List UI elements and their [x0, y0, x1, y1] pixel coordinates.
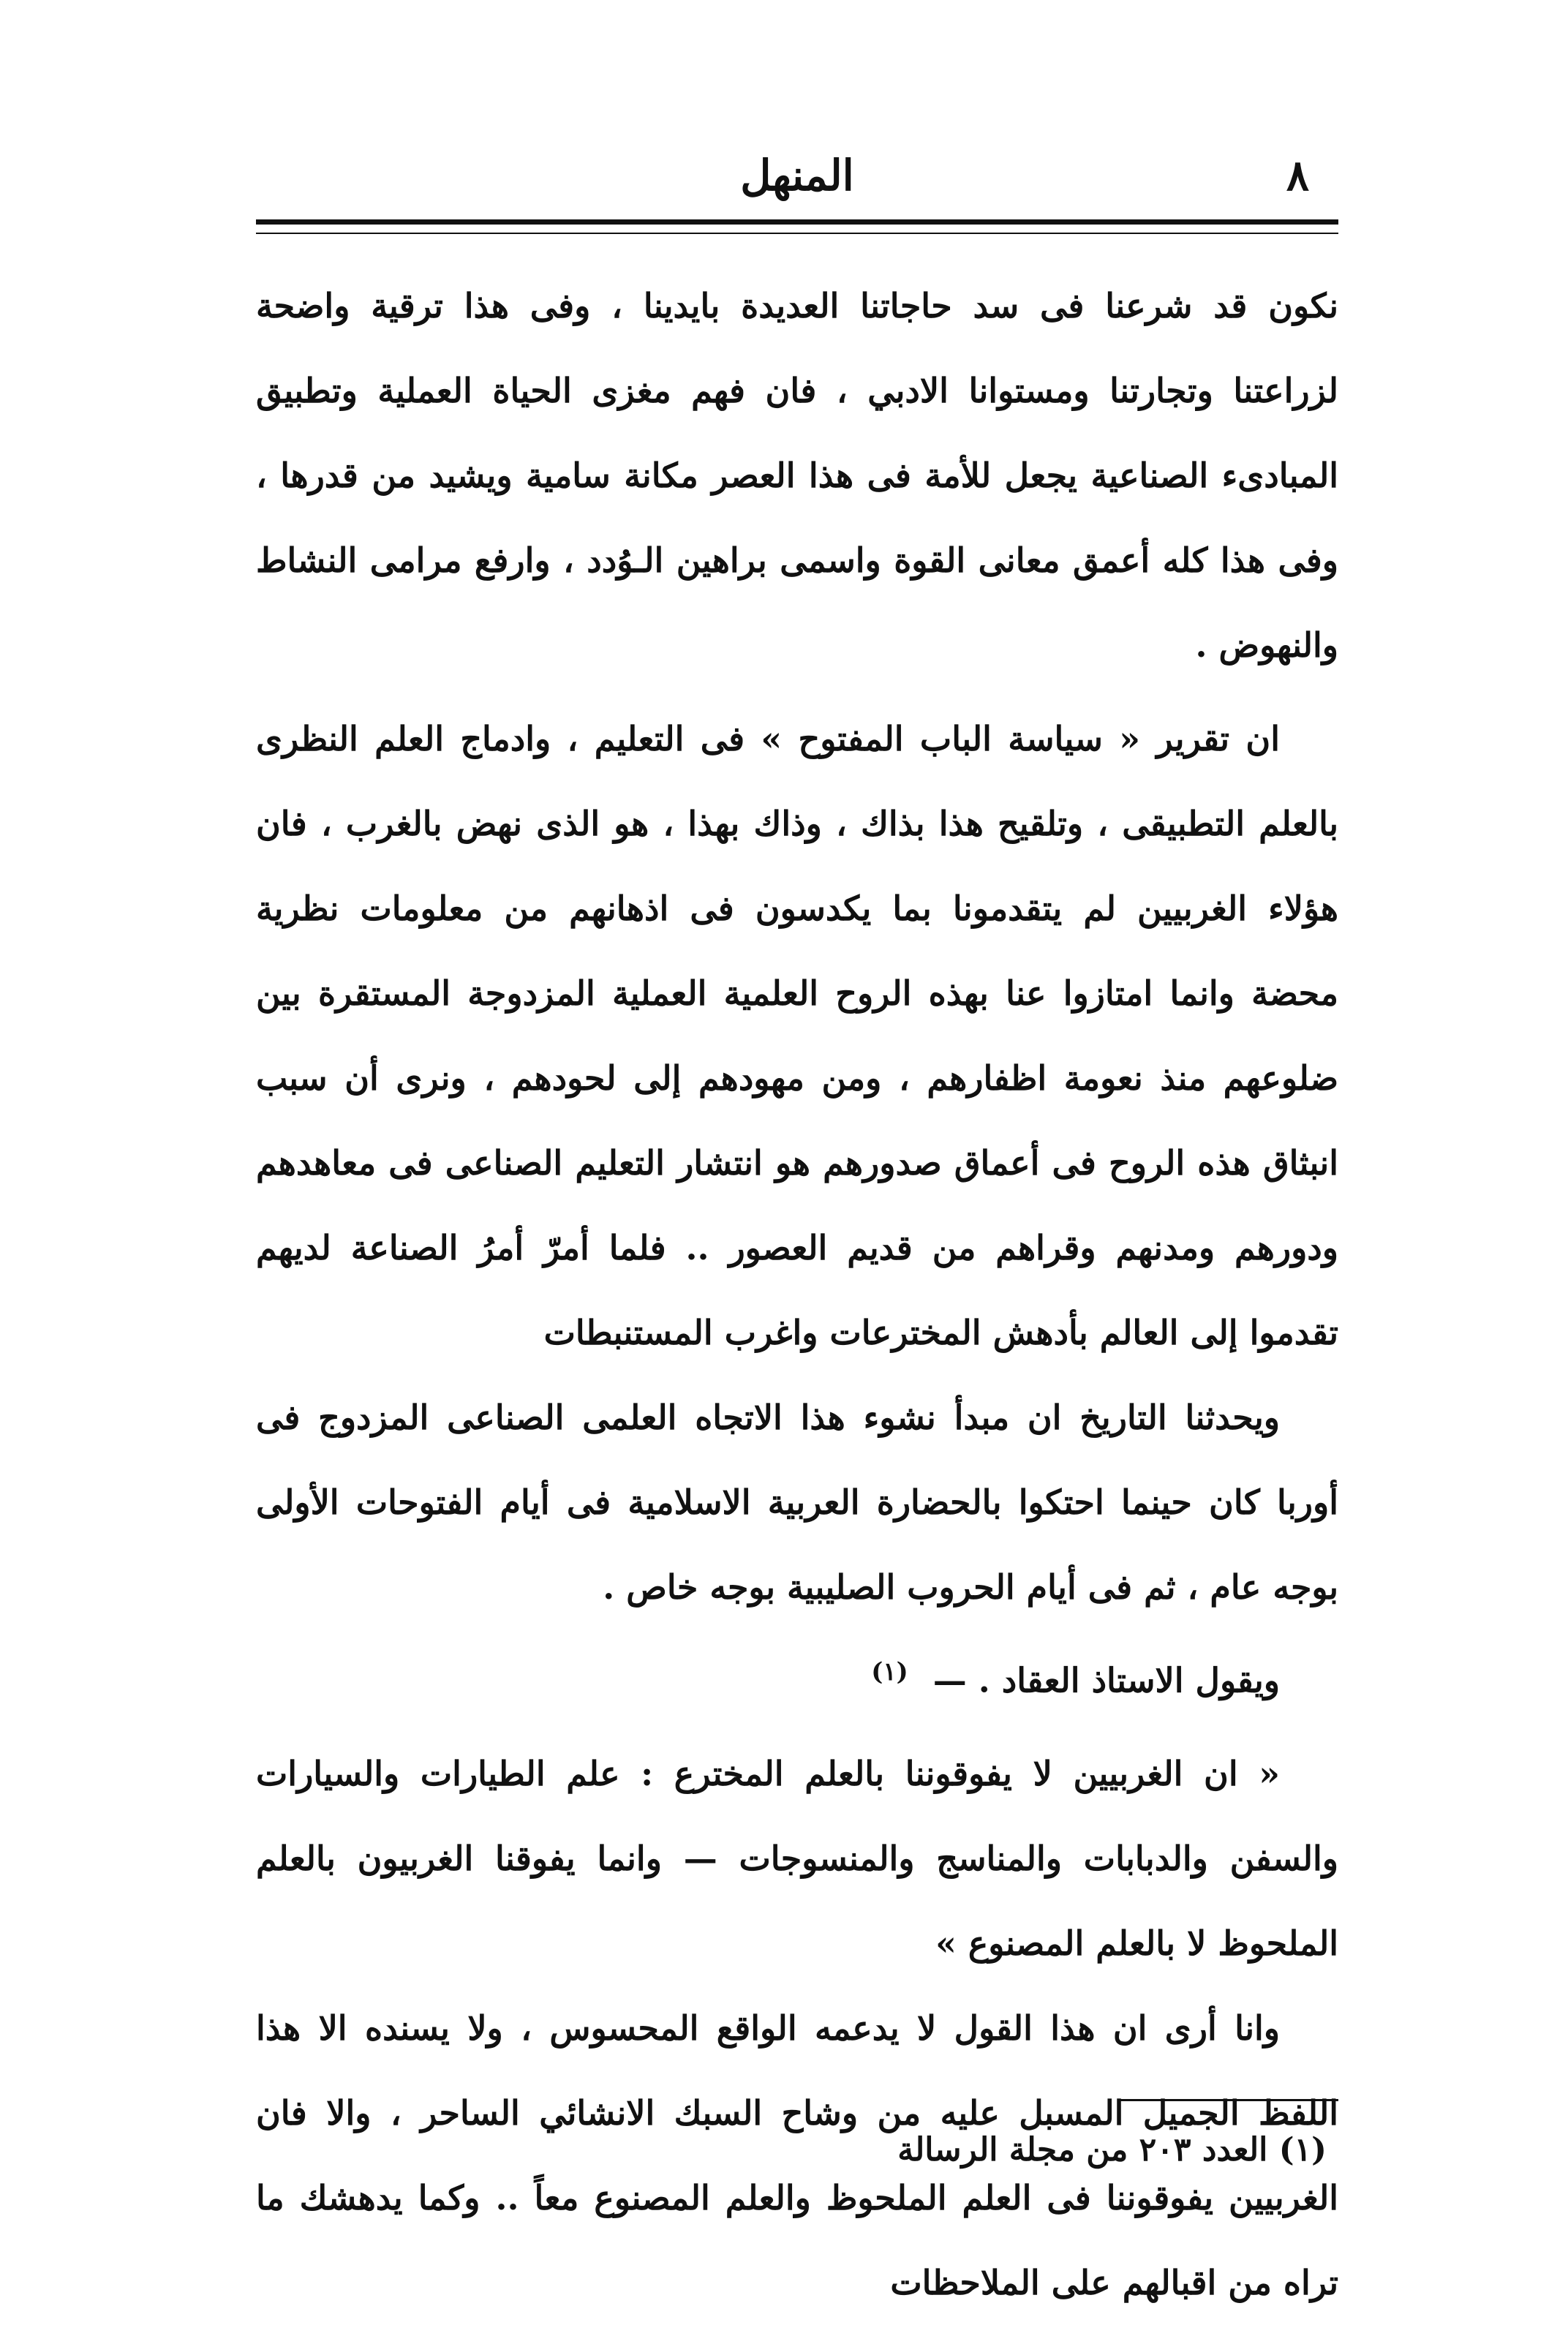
page-title: المنهل: [740, 151, 854, 200]
quote-paragraph: « ان الغربيين لا يفوقوننا بالعلم المخترع : علم الطيارات والسيارات والسفن والدبابات والمناسج والمنسوجات — وانما يفوقنا الغربيون بالعلم الملحوظ لا بالعلم المصنوع »: [256, 1754, 1338, 1964]
paragraph-3: ويحدثنا التاريخ ان مبدأ نشوء هذا الاتجاه العلمى الصناعى المزدوج فى أوربا كان حينما احتكوا بالحضارة العربية الاسلامية فى أيام الفتوحات الأولى بوجه عام ، ثم فى أيام الحروب الصليبية بوجه خاص .: [256, 1398, 1338, 1607]
page-header: [256, 139, 1338, 212]
paragraph-2: ان تقرير « سياسة الباب المفتوح » فى التعليم ، وادماج العلم النظرى بالعلم التطبيقى ، وتلقيح هذا بذاك ، وذاك بهذا ، هو الذى نهض بالغرب ، فان هؤلاء الغربيين لم يتقدمونا بما يكدسون فى اذهانهم من معلومات نظرية محضة وانما امتازوا عنا بهذه الروح العلمية العملية المزدوجة المستقرة بين ضلوعهم منذ نعومة اظفارهم ، ومن مهودهم إلى لحودهم ، ونرى أن سبب انبثاق هذه الروح فى أعماق صدورهم هو انتشار التعليم الصناعى فى معاهدهم ودورهم ومدنهم وقراهم من قديم العصور .. فلما أمرّ أمرُ الصناعة لديهم تقدموا إلى العالم بأدهش المخترعات واغرب المستنبطات: [256, 719, 1339, 1352]
footnote: (١) العدد ٢٠٣ من مجلة الرسالة: [897, 2131, 1327, 2168]
paragraph-gap: [256, 1722, 1338, 1731]
quote-intro-text: ويقول الاستاذ العقاد . —: [932, 1660, 1280, 1700]
page-number: ٨: [1286, 151, 1309, 200]
footnote-reference: (١): [871, 1657, 908, 1687]
closing-paragraph: وانا أرى ان هذا القول لا يدعمه الواقع المحسوس ، ولا يسنده الا هذا اللفظ الجميل المسبل عليه من وشاح السبك الانشائي الساحر ، والا فان الغربيين يفوقوننا فى العلم الملحوظ والعلم المصنوع معاً .. وكما يدهشك ما تراه من اقبالهم على الملاحظات: [256, 2008, 1338, 2303]
body-text: [256, 263, 1338, 2325]
header-rule: [256, 219, 1338, 225]
footnote-rule: [1119, 2099, 1338, 2101]
paragraph-1: نكون قد شرعنا فى سد حاجاتنا العديدة بايدينا ، وفى هذا ترقية واضحة لزراعتنا وتجارتنا ومستوانا الادبي ، فان فهم مغزى الحياة العملية وتطبيق المبادىء الصناعية يجعل للأمة فى هذا العصر مكانة سامية ويشيد من قدرها ، وفى هذا كله أعمق معانى القوة واسمى براهين الـوُدد ، وارفع مرامى النشاط والنهوض .: [256, 286, 1338, 665]
paragraph-gap: [256, 687, 1338, 696]
quote-intro: [256, 1629, 1338, 1722]
header-rule-thin: [256, 233, 1338, 234]
